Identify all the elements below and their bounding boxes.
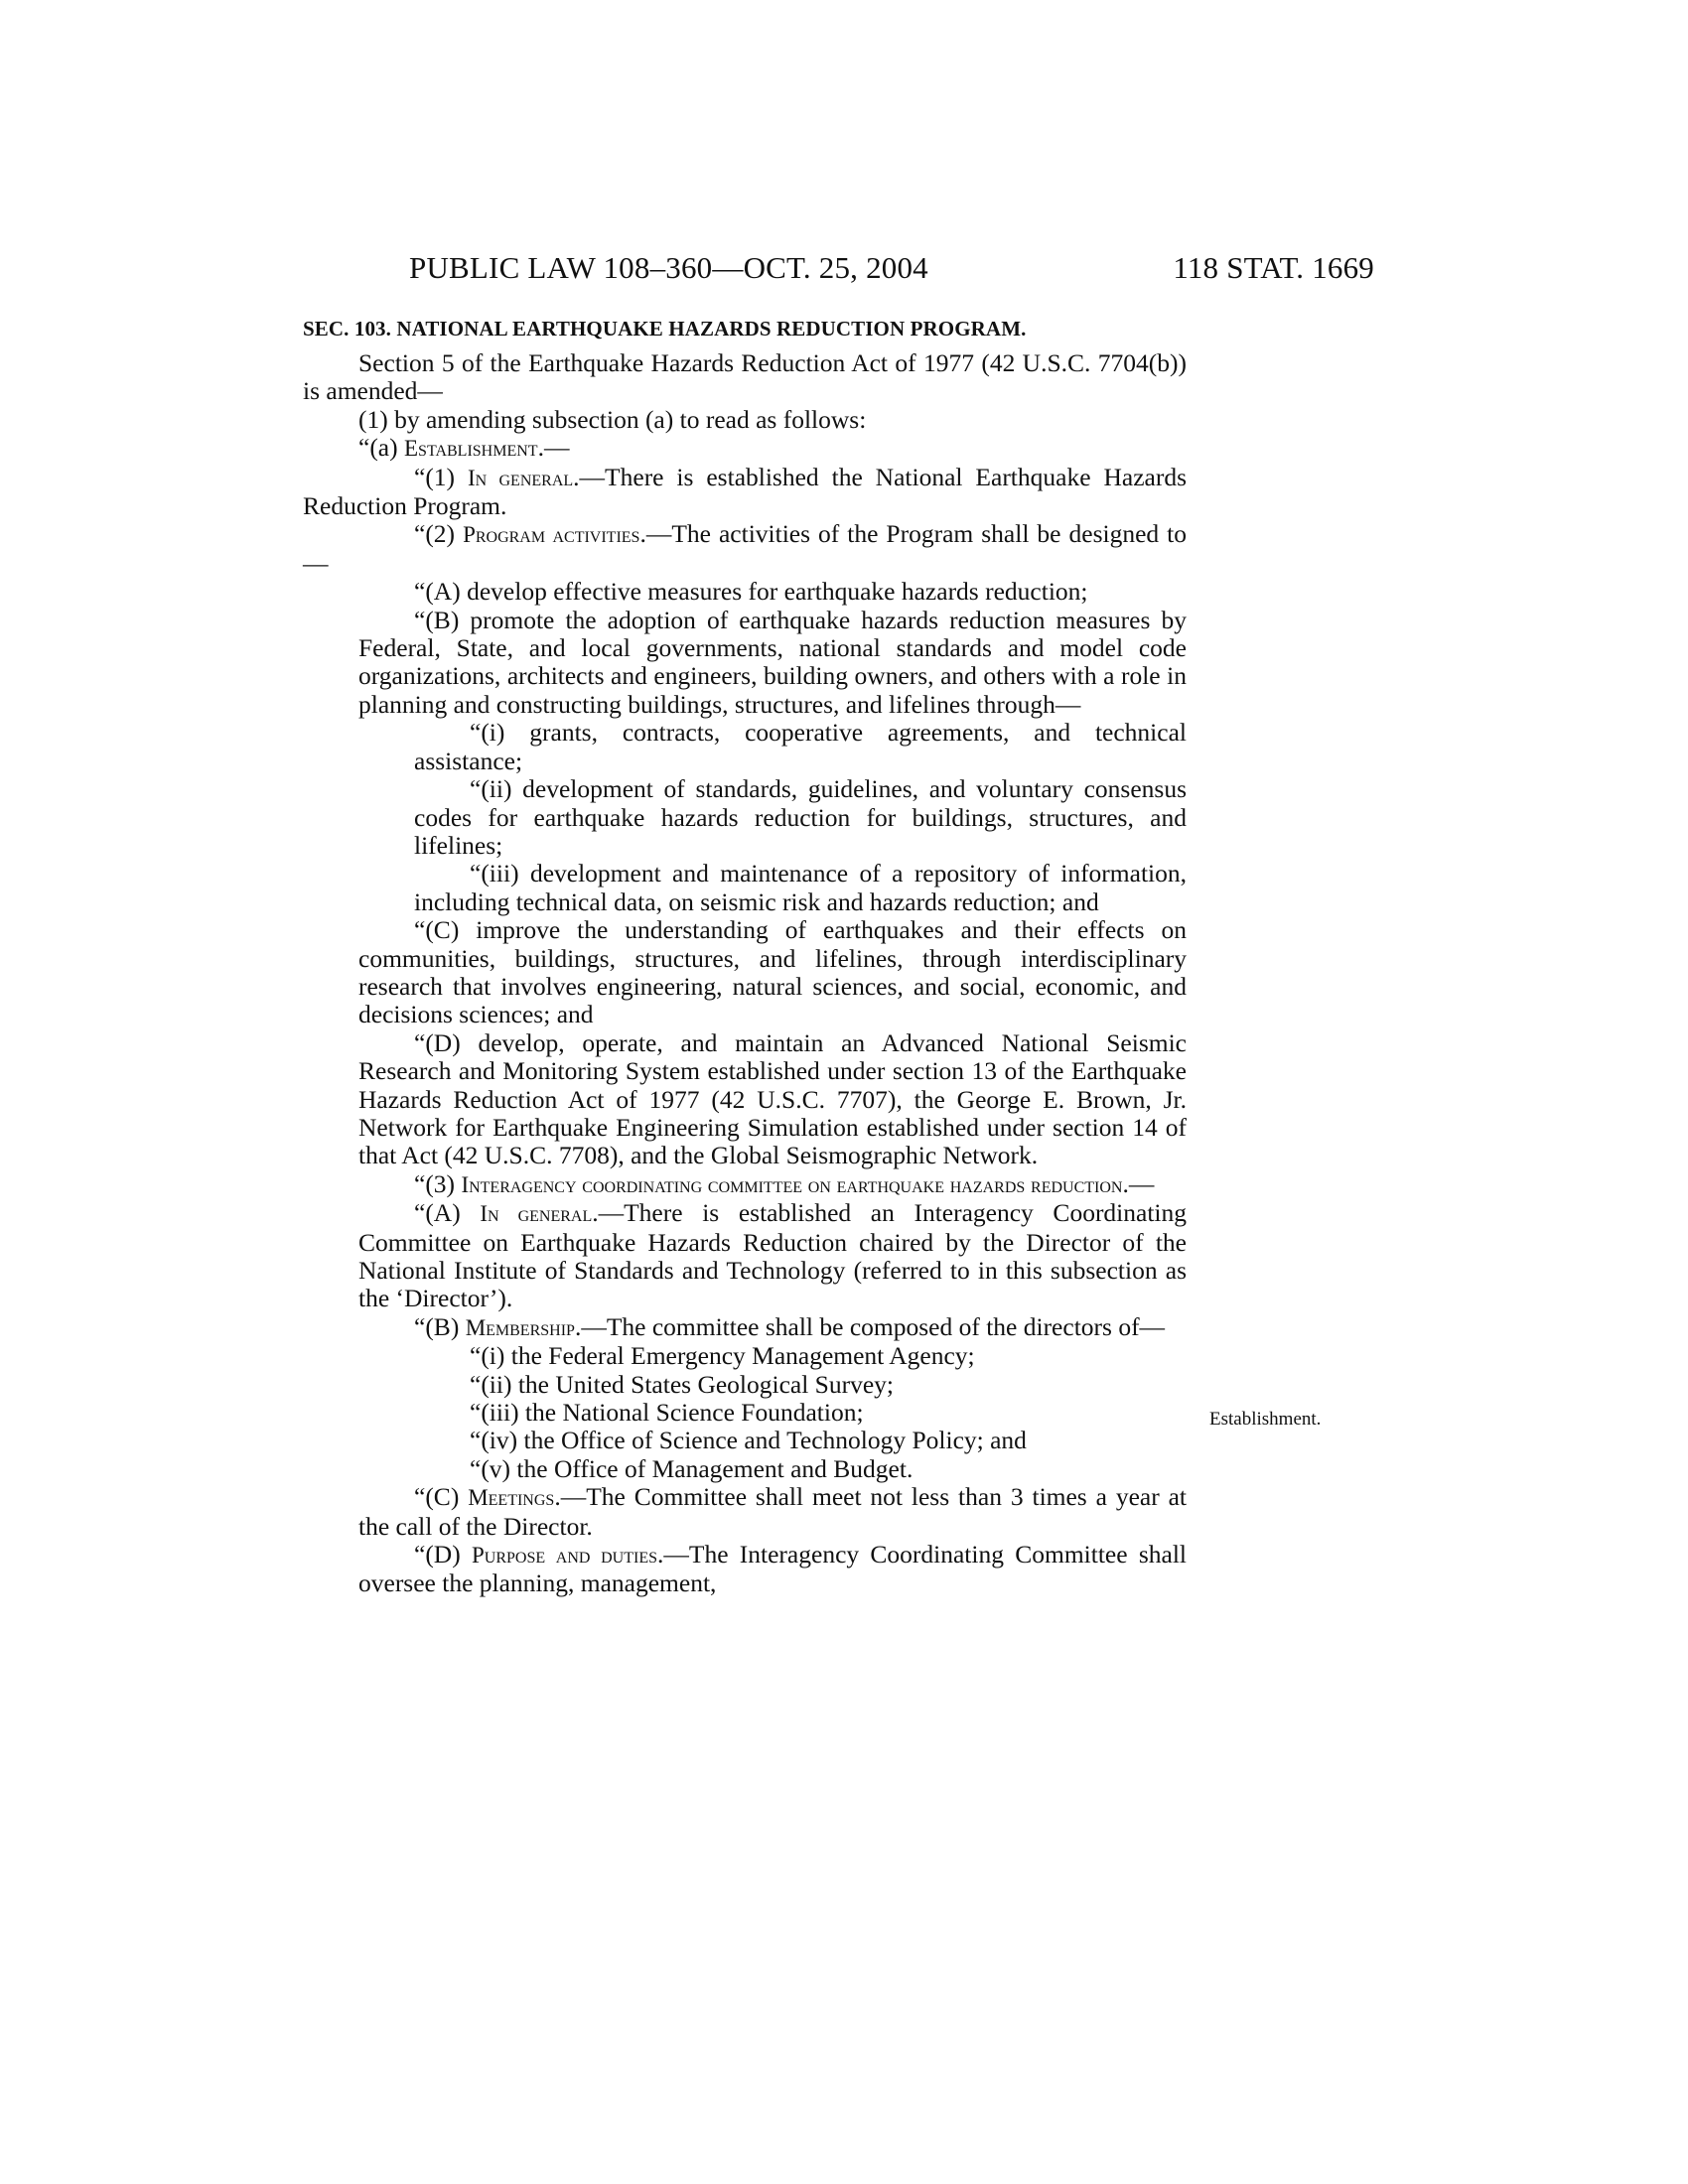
paragraph	[303, 1170, 1187, 1199]
paragraph-lead: “(A)	[414, 1198, 481, 1228]
paragraph-text: “(iii) the National Science Foundation;	[470, 1398, 864, 1428]
paragraph	[303, 1427, 1187, 1454]
paragraph-heading: In general	[467, 465, 574, 490]
paragraph-text: .—The Interagency Coordinating Committee shall oversee the planning, management,	[358, 1540, 1188, 1598]
paragraph-text: .—There is established the National Earthquake Hazards Reduction Program.	[303, 462, 1187, 521]
paragraph-heading: Membership	[465, 1314, 575, 1340]
paragraph-text: .—The Committee shall meet not less than 3 times a year at the call of the Director.	[358, 1482, 1187, 1541]
paragraph-heading: Establishment	[404, 436, 538, 462]
paragraph	[303, 520, 1187, 578]
margin-note: Establishment.	[1209, 1409, 1322, 1430]
section-heading: SEC. 103. NATIONAL EARTHQUAKE HAZARDS REDUCTION PROGRAM.	[303, 317, 1027, 341]
paragraph	[303, 1483, 1187, 1541]
paragraph-text: “(ii) the United States Geological Survey;	[470, 1369, 895, 1399]
paragraph	[303, 1455, 1187, 1483]
paragraph-heading: Program activities	[463, 522, 640, 548]
paragraph-text: “(iv) the Office of Science and Technology Policy; and	[470, 1426, 1027, 1455]
paragraph	[303, 916, 1187, 1029]
paragraph-heading: Meetings	[468, 1485, 555, 1511]
paragraph	[303, 578, 1187, 606]
paragraph-text: “(C) improve the understanding of earthquakes and their effects on communities, buildings, structures, and lifelines, through interdisciplinary research that involves engineering, natural sciences, and social, economic, and decisions sciences; and	[358, 915, 1187, 1029]
paragraph-text: “(iii) development and maintenance of a repository of information, including technical data, on seismic risk and hazards reduction; and	[414, 859, 1187, 916]
paragraph-text: “(i) grants, contracts, cooperative agreements, and technical assistance;	[414, 718, 1187, 775]
paragraph-text: “(A) develop effective measures for earthquake hazards reduction;	[414, 577, 1088, 607]
paragraph-lead: “(1)	[414, 462, 468, 491]
paragraph	[303, 1199, 1187, 1313]
paragraph	[303, 1313, 1187, 1342]
document-body	[303, 349, 1187, 1598]
statute-page-number: 118 STAT. 1669	[1173, 250, 1374, 285]
paragraph	[303, 464, 1187, 521]
paragraph-text: Section 5 of the Earthquake Hazards Reduction Act of 1977 (42 U.S.C. 7704(b)) is amended—	[303, 348, 1187, 406]
paragraph-text: “(B) promote the adoption of earthquake hazards reduction measures by Federal, State, and local governments, national standards and model code organizations, architects and engineers, building owners, and others with a role in planning and constructing buildings, structures, and lifelines through—	[358, 605, 1187, 719]
paragraph	[303, 775, 1187, 860]
paragraph	[303, 1399, 1187, 1427]
paragraph	[303, 1029, 1187, 1170]
paragraph-text: .—The committee shall be composed of the directors of—	[574, 1311, 1166, 1341]
paragraph-lead: “(a)	[358, 433, 404, 463]
paragraph-lead: “(D)	[414, 1540, 472, 1570]
page-header	[409, 248, 1374, 288]
paragraph	[303, 860, 1187, 916]
paragraph-lead: “(C)	[414, 1482, 469, 1512]
paragraph-lead: “(3)	[414, 1168, 462, 1198]
paragraph-text: (1) by amending subsection (a) to read as follows:	[358, 404, 867, 434]
paragraph-heading: Purpose and duties	[472, 1543, 657, 1569]
paragraph-text: .—There is established an Interagency Coordinating Committee on Earthquake Hazards Reduction chaired by the Director of the National Institute of Standards and Technology (referred to in this subsection as the ‘Director’).	[358, 1198, 1188, 1313]
paragraph	[303, 607, 1187, 720]
paragraph-text: “(v) the Office of Management and Budget.	[470, 1453, 914, 1483]
paragraph-text: .—	[1122, 1168, 1155, 1198]
paragraph-text: .—The activities of the Program shall be designed to—	[303, 519, 1187, 578]
paragraph	[303, 434, 1187, 463]
paragraph-text: “(D) develop, operate, and maintain an Advanced National Seismic Research and Monitoring System established under section 13 of the Earthquake Hazards Reduction Act of 1977 (42 U.S.C. 7707), the George E. Brown, Jr. Network for Earthquake Engineering Simulation established under section 14 of that Act (42 U.S.C. 7708), and the Global Seismographic Network.	[358, 1027, 1187, 1170]
paragraph	[303, 1371, 1187, 1399]
paragraph-lead: “(B)	[414, 1311, 466, 1341]
paragraph	[303, 1342, 1187, 1370]
paragraph-heading: Interagency coordinating committee on earthquake hazards reduction	[461, 1171, 1123, 1197]
paragraph	[247, 406, 1187, 434]
paragraph	[303, 719, 1187, 775]
paragraph	[303, 349, 1187, 406]
paragraph-text: .—	[537, 433, 570, 463]
paragraph-heading: In general	[480, 1201, 593, 1227]
public-law-citation: PUBLIC LAW 108–360—OCT. 25, 2004	[409, 250, 928, 285]
paragraph-lead: “(2)	[414, 519, 464, 549]
paragraph	[303, 1541, 1187, 1598]
paragraph-text: “(ii) development of standards, guidelines, and voluntary consensus codes for earthquake hazards reduction for buildings, structures, and lifelines;	[414, 774, 1187, 860]
paragraph-text: “(i) the Federal Emergency Management Agency;	[470, 1341, 975, 1371]
